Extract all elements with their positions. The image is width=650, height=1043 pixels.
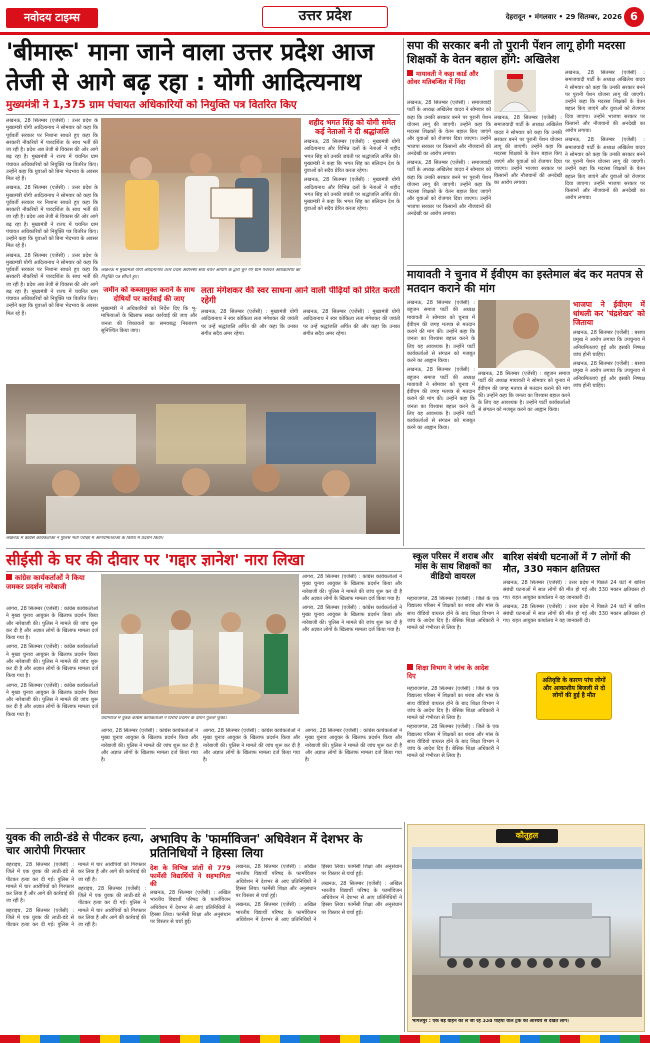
opinion-body: लखनऊ, 28 सितम्बर (एजेंसी) : समाजवादी पार्टी के अध्यक्ष अखिलेश यादव ने सोमवार को कहा कि उनकी सरकार बनने पर पुरानी पेंशन योजना लागू की जाएगी। उन्होंने कहा कि मदरसा शिक्षकों के वेतन बहाल किए जाएंगे और युवाओं को रोजगार दिया जाएगा। उन्होंने भाजपा सरकार पर किसानों और नौजवानों की अनदेखी का आरोप लगाया। (407, 100, 491, 157)
lead-photo-art (101, 118, 301, 266)
cbi-body-col-2 (302, 574, 402, 714)
lead-photo (101, 118, 301, 266)
lead-body-text-2: लखनऊ, 28 सितम्बर (एजेंसी) : उत्तर प्रदेश के मुख्यमंत्री योगी आदित्यनाथ ने सोमवार को कहा कि पूर्ववर्ती सरकार पर निशाना साधते हुए कहा कि सरकारी नौकरियों में पारदर्शिता के साथ भर्ती की जा रही है। प्रदेश अब तेजी से विकास की ओर आगे बढ़ रहा है। मुख्यमंत्री ने राज्य में चयनित ग्राम पंचायत अधिकारियों को नियुक्ति पत्र वितरित किए। उन्होंने कहा कि युवाओं को बिना भेदभाव के अवसर मिल रहे हैं। (6, 185, 98, 250)
opinion-tag: मायावती ने कहा कार्ड और ओवर मतिबन्धित में निंदा (407, 70, 491, 100)
column-divider (403, 38, 404, 546)
akhilesh-photo (494, 70, 536, 112)
murder-body-2: बहराइच, 28 सितम्बर (एजेंसी) : जिले में एक युवक की लाठी-डंडे से पीटकर हत्या कर दी गई। पुलिस ने मामले में चार आरोपियों को गिरफ्तार कर लिया है और आगे की कार्रवाई की जा रही है। (6, 862, 146, 928)
protest-photo-art (6, 384, 400, 534)
opinion-headline: सपा की सरकार बनी तो पुरानी पेंशन लागू होगी मदरसा शिक्षकों के वेतन बहाल होंगे: अखिलेश (407, 39, 626, 66)
cbi-rule (6, 571, 402, 572)
lead-side-headline: शहीद भगत सिंह को योगी समेत कई नेताओं ने दी श्रद्धांजलि (308, 118, 396, 136)
murder-body: बहराइच, 28 सितम्बर (एजेंसी) : जिले में एक युवक की लाठी-डंडे से पीटकर हत्या कर दी गई। पुलिस ने मामले में चार आरोपियों को गिरफ्तार कर लिया है और आगे की कार्रवाई की जा रही है। (6, 862, 74, 905)
page-number: 6 (624, 7, 644, 27)
session-body: लखनऊ, 28 सितम्बर (एजेंसी) : अखिल भारतीय विद्यार्थी परिषद के फार्माविजन अधिवेशन में देशभर से आए प्रतिनिधियों ने हिस्सा लिया। फार्मेसी शिक्षा और अनुसंधान पर विस्तार से चर्चा हुई। (150, 890, 231, 925)
cbi-body-col-1 (6, 606, 98, 824)
cbi-photo-art (101, 574, 299, 714)
dateline: देहरादून • मंगलवार • 29 सितम्बर, 2026 (505, 13, 622, 21)
land-box (101, 286, 197, 382)
mayawati-col-2 (478, 300, 570, 540)
lead-body-text: लखनऊ, 28 सितम्बर (एजेंसी) : उत्तर प्रदेश के मुख्यमंत्री योगी आदित्यनाथ ने सोमवार को कहा कि पूर्ववर्ती सरकार पर निशाना साधते हुए कहा कि सरकारी नौकरियों में पारदर्शिता के साथ भर्ती की जा रही है। प्रदेश अब तेजी से विकास की ओर आगे बढ़ रहा है। मुख्यमंत्री ने राज्य में चयनित ग्राम पंचायत अधिकारियों को नियुक्ति पत्र वितरित किए। उन्होंने कहा कि युवाओं को बिना भेदभाव के अवसर मिल रहे हैं। (6, 118, 98, 182)
paper-logo: नवोदय टाइम्स (6, 8, 98, 28)
land-box-headline: जमीन को कब्जामुक्त कराने के साथ दोषियों पर कार्रवाई की जाए (103, 286, 195, 303)
mayawati-side (573, 300, 645, 540)
opinion-left-col (407, 100, 491, 262)
lead-side-body: लखनऊ, 28 सितम्बर (एजेंसी) : मुख्यमंत्री योगी आदित्यनाथ और विभिन्न दलों के नेताओं ने शहीद भगत सिंह को उनकी जयंती पर श्रद्धांजलि अर्पित की। मुख्यमंत्री ने कहा कि भगत सिंह का बलिदान देश के युवाओं को सदैव प्रेरित करता रहेगा। (304, 139, 400, 174)
session-rule (150, 828, 402, 829)
lead-side-story (304, 118, 400, 270)
cbi-body-2: आगरा, 28 सितम्बर (एजेंसी) : कांग्रेस कार्यकर्ताओं ने मुख्य चुनाव आयुक्त के खिलाफ प्रदर्शन किया और नारेबाजी की। पुलिस ने मामले की जांच शुरू कर दी है और अज्ञात लोगों के खिलाफ मामला दर्ज किया गया है। (6, 644, 98, 680)
lead-headline-1: 'बीमारू' माना जाने वाला उत्तर प्रदेश आज (6, 38, 375, 66)
cbi-body-6: आगरा, 28 सितम्बर (एजेंसी) : कांग्रेस कार्यकर्ताओं ने मुख्य चुनाव आयुक्त के खिलाफ प्रदर्शन किया और नारेबाजी की। पुलिस ने मामले की जांच शुरू कर दी है और अज्ञात लोगों के खिलाफ मामला दर्ज किया गया है। (101, 728, 198, 763)
lata-headline: लता मंगेशकर की स्वर साधना आने वाली पीढ़ियों को प्रेरित करती रहेगी (201, 286, 400, 306)
kautuhal-photo (412, 847, 642, 1017)
lata-body-2: लखनऊ, 28 सितम्बर (एजेंसी) : मुख्यमंत्री योगी आदित्यनाथ ने स्वर कोकिला लता मंगेशकर की जयंती पर उन्हें श्रद्धांजलि अर्पित की और कहा कि उनका संगीत सदैव अमर रहेगा। (303, 309, 400, 337)
school-body: महाराजगंज, 28 सितम्बर (एजेंसी) : जिले के एक विद्यालय परिसर में शिक्षकों का शराब और मांस के साथ वीडियो वायरल होने के बाद शिक्षा विभाग ने जांच के आदेश दिए हैं। बेसिक शिक्षा अधिकारी ने मामले को गंभीरता से लिया है। (407, 596, 499, 631)
mayawati-body-3: लखनऊ, 28 सितम्बर (एजेंसी) : बहुजन समाज पार्टी की अध्यक्ष मायावती ने सोमवार को चुनाव में ईवीएम की जगह मतपत्र से मतदान कराने की मांग की। उन्होंने कहा कि जनता का विश्वास बहाल करने के लिए यह आवश्यक है। उन्होंने पार्टी कार्यकर्ताओं से संगठन को मजबूत करने का आह्वान किया। (478, 371, 570, 414)
masthead (0, 0, 650, 32)
murder-body-col (6, 862, 146, 1030)
school-tag: शिक्षा विभाग ने जांच के आदेश दिए (407, 664, 499, 684)
mayawati-side-body-2: लखनऊ, 28 सितम्बर (एजेंसी) : बसपा प्रमुख ने आरोप लगाया कि उपचुनाव में अनियमितताएं हुईं और इसकी निष्पक्ष जांच होनी चाहिए। (573, 361, 645, 389)
lata-body: लखनऊ, 28 सितम्बर (एजेंसी) : मुख्यमंत्री योगी आदित्यनाथ ने स्वर कोकिला लता मंगेशकर की जयंती पर उन्हें श्रद्धांजलि अर्पित की और कहा कि उनका संगीत सदैव अमर रहेगा। (201, 309, 298, 337)
kautuhal-divider (404, 822, 405, 1032)
kautuhal-box (407, 824, 645, 1032)
mayawati-body: लखनऊ, 28 सितम्बर (एजेंसी) : बहुजन समाज पार्टी की अध्यक्ष मायावती ने सोमवार को चुनाव में ईवीएम की जगह मतपत्र से मतदान कराने की मांग की। उन्होंने कहा कि जनता का विश्वास बहाल करने के लिए यह आवश्यक है। उन्होंने पार्टी कार्यकर्ताओं से संगठन को मजबूत करने का आह्वान किया। (407, 300, 475, 364)
cbi-body-7: आगरा, 28 सितम्बर (एजेंसी) : कांग्रेस कार्यकर्ताओं ने मुख्य चुनाव आयुक्त के खिलाफ प्रदर्शन किया और नारेबाजी की। पुलिस ने मामले की जांच शुरू कर दी है और अज्ञात लोगों के खिलाफ मामला दर्ज किया गया है। (203, 728, 300, 763)
mayawati-rule (407, 265, 645, 266)
cbi-body-5: आगरा, 28 सितम्बर (एजेंसी) : कांग्रेस कार्यकर्ताओं ने मुख्य चुनाव आयुक्त के खिलाफ प्रदर्शन किया और नारेबाजी की। पुलिस ने मामले की जांच शुरू कर दी है और अज्ञात लोगों के खिलाफ मामला दर्ज किया गया है। (302, 605, 402, 633)
session-body-col (150, 864, 402, 1030)
kautuhal-label: कौतूहल (496, 829, 558, 843)
lead-subhead: मुख्यमंत्री ने 1,375 ग्राम पंचायत अधिकारियों को नियुक्ति पत्र वितरित किए (6, 99, 297, 111)
opinion-body-5: लखनऊ, 28 सितम्बर (एजेंसी) : समाजवादी पार्टी के अध्यक्ष अखिलेश यादव ने सोमवार को कहा कि उनकी सरकार बनने पर पुरानी पेंशन योजना लागू की जाएगी। उन्होंने कहा कि मदरसा शिक्षकों के वेतन बहाल किए जाएंगे और युवाओं को रोजगार दिया जाएगा। उन्होंने भाजपा सरकार पर किसानों और नौजवानों की अनदेखी का आरोप लगाया। (565, 137, 645, 202)
mid-rule (6, 548, 645, 549)
opinion-body-4: लखनऊ, 28 सितम्बर (एजेंसी) : समाजवादी पार्टी के अध्यक्ष अखिलेश यादव ने सोमवार को कहा कि उनकी सरकार बनने पर पुरानी पेंशन योजना लागू की जाएगी। उन्होंने कहा कि मदरसा शिक्षकों के वेतन बहाल किए जाएंगे और युवाओं को रोजगार दिया जाएगा। उन्होंने भाजपा सरकार पर किसानों और नौजवानों की अनदेखी का आरोप लगाया। (565, 70, 645, 134)
lead-side-body-2: लखनऊ, 28 सितम्बर (एजेंसी) : मुख्यमंत्री योगी आदित्यनाथ और विभिन्न दलों के नेताओं ने शहीद भगत सिंह को उनकी जयंती पर श्रद्धांजलि अर्पित की। मुख्यमंत्री ने कहा कि भगत सिंह का बलिदान देश के युवाओं को सदैव प्रेरित करता रहेगा। (304, 177, 400, 213)
lead-rule (6, 114, 400, 115)
masthead-rule (0, 32, 650, 35)
cbi-body: आगरा, 28 सितम्बर (एजेंसी) : कांग्रेस कार्यकर्ताओं ने मुख्य चुनाव आयुक्त के खिलाफ प्रदर्शन किया और नारेबाजी की। पुलिस ने मामले की जांच शुरू कर दी है और अज्ञात लोगों के खिलाफ मामला दर्ज किया गया है। (6, 606, 98, 641)
session-headline: अभाविप के 'फार्माविजन' अधिवेशन में देशभर के प्रतिनिधियों ने हिस्सा लिया (150, 832, 363, 860)
opinion-body-3: लखनऊ, 28 सितम्बर (एजेंसी) : समाजवादी पार्टी के अध्यक्ष अखिलेश यादव ने सोमवार को कहा कि उनकी सरकार बनने पर पुरानी पेंशन योजना लागू की जाएगी। उन्होंने कहा कि मदरसा शिक्षकों के वेतन बहाल किए जाएंगे और युवाओं को रोजगार दिया जाएगा। उन्होंने भाजपा सरकार पर किसानों और नौजवानों की अनदेखी का आरोप लगाया। (494, 115, 562, 187)
rain-callout (536, 672, 612, 720)
cbi-body-4: आगरा, 28 सितम्बर (एजेंसी) : कांग्रेस कार्यकर्ताओं ने मुख्य चुनाव आयुक्त के खिलाफ प्रदर्शन किया और नारेबाजी की। पुलिस ने मामले की जांच शुरू कर दी है और अज्ञात लोगों के खिलाफ मामला दर्ज किया गया है। (302, 574, 402, 602)
lata-story (201, 286, 400, 382)
murder-body-3: बहराइच, 28 सितम्बर (एजेंसी) : जिले में एक युवक की लाठी-डंडे से पीटकर हत्या कर दी गई। पुलिस ने मामले में चार आरोपियों को गिरफ्तार कर लिया है और आगे की कार्रवाई की जा रही है। (78, 885, 146, 928)
session-body-2: लखनऊ, 28 सितम्बर (एजेंसी) : अखिल भारतीय विद्यार्थी परिषद के फार्माविजन अधिवेशन में देशभर से आए प्रतिनिधियों ने हिस्सा लिया। फार्मेसी शिक्षा और अनुसंधान पर विस्तार से चर्चा हुई। (235, 864, 317, 899)
mayawati-photo (478, 300, 570, 368)
cbi-photo-caption: प्रयागराज में युवक कांग्रेस कार्यकर्ताओं ने विरोध प्रदर्शन के दौरान पुतला फूंका। (101, 716, 227, 721)
rain-callout-text: अतिवृष्टि के कारण पांच लोगों और आकाशीय बिजली से दो लोगों की हुई है मौत (542, 677, 606, 699)
mayawati-side-body: लखनऊ, 28 सितम्बर (एजेंसी) : बसपा प्रमुख ने आरोप लगाया कि उपचुनाव में अनियमितताएं हुईं और इसकी निष्पक्ष जांच होनी चाहिए। (573, 330, 645, 358)
murder-headline: युवक की लाठी-डंडे से पीटकर हत्या, चार आरोपी गिरफ्तार (6, 832, 145, 857)
school-body-2: महाराजगंज, 28 सितम्बर (एजेंसी) : जिले के एक विद्यालय परिसर में शिक्षकों का शराब और मांस के साथ वीडियो वायरल होने के बाद शिक्षा विभाग ने जांच के आदेश दिए हैं। बेसिक शिक्षा अधिकारी ने मामले को गंभीरता से लिया है। (407, 686, 499, 721)
protest-caption: लखनऊ में कांग्रेस कार्यकर्ताओं ने पुलिस भर्ती परीक्षा में अनियमितताओं के विरोध में प्रदर्शन किया। (6, 536, 164, 541)
lead-headline-2: तेजी से आगे बढ़ रहा : योगी आदित्यनाथ (6, 68, 362, 96)
kautuhal-photo-art (412, 847, 642, 1017)
opinion-right-col (565, 70, 645, 262)
lead-body (6, 118, 98, 380)
lead-photo-caption: लखनऊ में मुख्यमंत्री योगी आदित्यनाथ उत्तर प्रदेश अधीनस्थ सेवा चयन आयोग के द्वारा चुने गए ग्राम पंचायत अधिकारियों को नियुक्ति पत्र सौंपते हुए। (101, 268, 301, 280)
school-headline: स्कूल परिसर में शराब और मांस के साथ शिक्षकों का वीडियो वायरल (412, 552, 494, 582)
murder-rule (6, 828, 146, 829)
lead-body-text-3: लखनऊ, 28 सितम्बर (एजेंसी) : उत्तर प्रदेश के मुख्यमंत्री योगी आदित्यनाथ ने सोमवार को कहा कि पूर्ववर्ती सरकार पर निशाना साधते हुए कहा कि सरकारी नौकरियों में पारदर्शिता के साथ भर्ती की जा रही है। प्रदेश अब तेजी से विकास की ओर आगे बढ़ रहा है। मुख्यमंत्री ने राज्य में चयनित ग्राम पंचायत अधिकारियों को नियुक्ति पत्र वितरित किए। उन्होंने कहा कि युवाओं को बिना भेदभाव के अवसर मिल रहे हैं। (6, 252, 98, 317)
mayawati-photo-art (478, 300, 570, 368)
cbi-body-8: आगरा, 28 सितम्बर (एजेंसी) : कांग्रेस कार्यकर्ताओं ने मुख्य चुनाव आयुक्त के खिलाफ प्रदर्शन किया और नारेबाजी की। पुलिस ने मामले की जांच शुरू कर दी है और अज्ञात लोगों के खिलाफ मामला दर्ज किया गया है। (305, 728, 402, 763)
cbi-tag: कांग्रेस कार्यकर्ताओं ने किया जमकर प्रदर्शन नारेबाजी (6, 574, 98, 604)
cbi-headline: सीईसी के घर की दीवार पर 'गद्दार ज्ञानेश' नारा लिखा (6, 551, 305, 569)
session-tag: देश के विभिन्न प्रांतों से 779 फार्मेसी विद्यार्थियों ने सहभागिता की (150, 864, 231, 888)
kautuhal-caption: भागलपुर : एक बड़े वाहन को ले जा रहे 338 पहियों वाले ट्रक को आश्चर्य से देखते लोग। (412, 1019, 569, 1024)
cbi-body-3: आगरा, 28 सितम्बर (एजेंसी) : कांग्रेस कार्यकर्ताओं ने मुख्य चुनाव आयुक्त के खिलाफ प्रदर्शन किया और नारेबाजी की। पुलिस ने मामले की जांच शुरू कर दी है और अज्ञात लोगों के खिलाफ मामला दर्ज किया गया है। (6, 682, 98, 718)
cbi-body-col-3 (101, 728, 402, 824)
mayawati-side-headline: भाजपा ने ईवीएम में धांधली कर 'चंद्रशेखर' को जिताया (573, 300, 645, 327)
session-body-3: लखनऊ, 28 सितम्बर (एजेंसी) : अखिल भारतीय विद्यार्थी परिषद के फार्माविजन अधिवेशन में देशभर से आए प्रतिनिधियों ने हिस्सा लिया। फार्मेसी शिक्षा और अनुसंधान पर विस्तार से चर्चा हुई। (235, 864, 402, 923)
school-body-col-2 (407, 686, 499, 816)
protest-photo (6, 384, 400, 534)
rain-headline: बारिश संबंधी घटनाओं में 7 लोगों की मौत, 330 मकान क्षतिग्रस्त (503, 552, 631, 575)
land-box-body: मुख्यमंत्री ने अधिकारियों को निर्देश दिए कि भू-माफियाओं के खिलाफ सख्त कार्रवाई की जाए और जनता की शिकायतों का समयबद्ध निस्तारण सुनिश्चित किया जाए। (101, 306, 197, 334)
mayawati-headline: मायावती ने चुनाव में ईवीएम का इस्तेमाल बंद कर मतपत्र से मतदान कराने की मांग (407, 268, 643, 295)
rain-body-2: लखनऊ, 28 सितम्बर (एजेंसी) : उत्तर प्रदेश में पिछले 24 घंटों में बारिश संबंधी घटनाओं में सात लोगों की मौत हो गई और 330 मकान क्षतिग्रस्त हो गए। राहत आयुक्त कार्यालय ने यह जानकारी दी। (503, 603, 645, 625)
mayawati-body-2: लखनऊ, 28 सितम्बर (एजेंसी) : बहुजन समाज पार्टी की अध्यक्ष मायावती ने सोमवार को चुनाव में ईवीएम की जगह मतपत्र से मतदान कराने की मांग की। उन्होंने कहा कि जनता का विश्वास बहाल करने के लिए यह आवश्यक है। उन्होंने पार्टी कार्यकर्ताओं से संगठन को मजबूत करने का आह्वान किया। (407, 367, 475, 432)
section-title: उत्तर प्रदेश (262, 6, 388, 28)
school-body-col (407, 596, 499, 662)
opinion-mid-col (494, 70, 562, 262)
akhilesh-photo-art (494, 70, 536, 112)
cbi-photo (101, 574, 299, 714)
page-color-strip (0, 1035, 650, 1043)
opinion-body-2: लखनऊ, 28 सितम्बर (एजेंसी) : समाजवादी पार्टी के अध्यक्ष अखिलेश यादव ने सोमवार को कहा कि उनकी सरकार बनने पर पुरानी पेंशन योजना लागू की जाएगी। उन्होंने कहा कि मदरसा शिक्षकों के वेतन बहाल किए जाएंगे और युवाओं को रोजगार दिया जाएगा। उन्होंने भाजपा सरकार पर किसानों और नौजवानों की अनदेखी का आरोप लगाया। (407, 160, 491, 217)
school-body-3: महाराजगंज, 28 सितम्बर (एजेंसी) : जिले के एक विद्यालय परिसर में शिक्षकों का शराब और मांस के साथ वीडियो वायरल होने के बाद शिक्षा विभाग ने जांच के आदेश दिए हैं। बेसिक शिक्षा अधिकारी ने मामले को गंभीरता से लिया है। (407, 724, 499, 760)
session-body-4: लखनऊ, 28 सितम्बर (एजेंसी) : अखिल भारतीय विद्यार्थी परिषद के फार्माविजन अधिवेशन में देशभर से आए प्रतिनिधियों ने हिस्सा लिया। फार्मेसी शिक्षा और अनुसंधान पर विस्तार से चर्चा हुई। (321, 880, 402, 916)
mayawati-col-1 (407, 300, 475, 540)
rain-body: लखनऊ, 28 सितम्बर (एजेंसी) : उत्तर प्रदेश में पिछले 24 घंटों में बारिश संबंधी घटनाओं में सात लोगों की मौत हो गई और 330 मकान क्षतिग्रस्त हो गए। राहत आयुक्त कार्यालय ने यह जानकारी दी। (503, 580, 645, 601)
